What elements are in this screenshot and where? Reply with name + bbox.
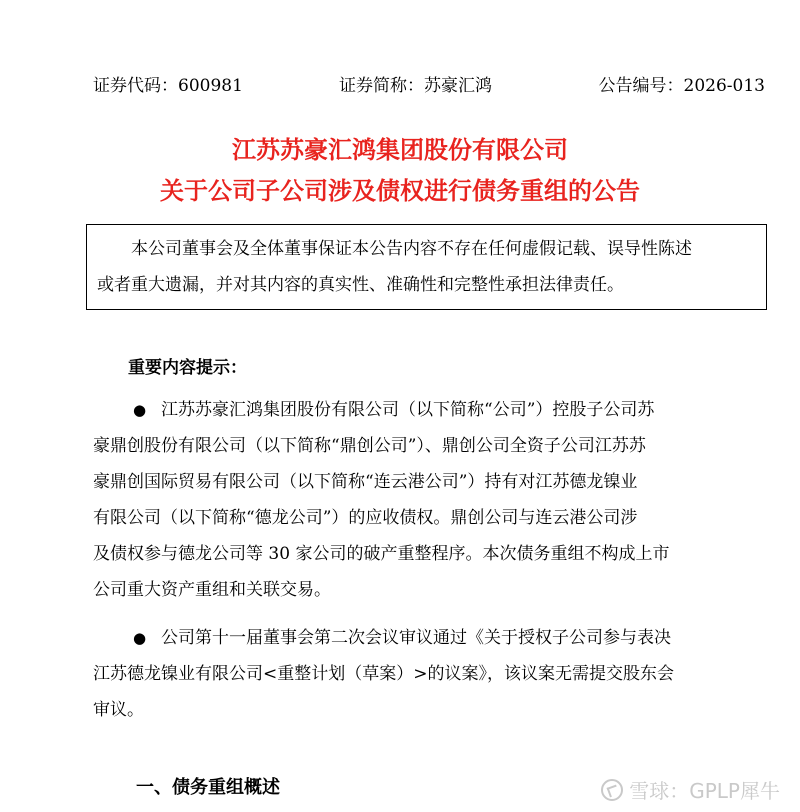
company-title: 江苏苏豪汇鸿集团股份有限公司 bbox=[232, 136, 568, 164]
key-point-1-line-4: 有限公司（以下简称“德龙公司”）的应收债权。鼎创公司与连云港公司涉 bbox=[93, 508, 638, 528]
section-1-heading: 一、债务重组概述 bbox=[136, 777, 280, 798]
bullet-icon: ● bbox=[133, 629, 147, 647]
document-header bbox=[93, 74, 765, 98]
key-point-1-line-6: 公司重大资产重组和关联交易。 bbox=[93, 580, 331, 600]
statement-line-2: 或者重大遗漏，并对其内容的真实性、准确性和完整性承担法律责任。 bbox=[97, 275, 624, 295]
board-statement-box bbox=[86, 224, 767, 310]
announcement-number: 公告编号：2026-013 bbox=[598, 76, 765, 96]
statement-line-1: 本公司董事会及全体董事保证本公告内容不存在任何虚假记载、误导性陈述 bbox=[131, 239, 692, 259]
announcement-title: 关于公司子公司涉及债权进行债务重组的公告 bbox=[160, 177, 640, 205]
key-point-1 bbox=[93, 392, 773, 608]
key-point-1-line-3: 豪鼎创国际贸易有限公司（以下简称“连云港公司”）持有对江苏德龙镍业 bbox=[93, 472, 638, 492]
bullet-icon: ● bbox=[133, 401, 147, 419]
stock-code: 证券代码：600981 bbox=[93, 76, 243, 96]
key-point-2-line-1: 公司第十一届董事会第二次会议审议通过《关于授权子公司参与表决 bbox=[161, 628, 671, 648]
snowball-logo-icon bbox=[601, 779, 623, 801]
key-point-2-line-2: 江苏德龙镍业有限公司<重整计划（草案）>的议案》，该议案无需提交股东会 bbox=[93, 664, 674, 684]
key-points-heading: 重要内容提示： bbox=[128, 358, 247, 378]
watermark bbox=[601, 775, 780, 804]
key-point-2 bbox=[93, 620, 773, 728]
watermark-text: 雪球：GPLP犀牛 bbox=[629, 779, 780, 803]
stock-abbreviation: 证券简称：苏豪汇鸿 bbox=[339, 76, 492, 96]
key-point-1-line-2: 豪鼎创股份有限公司（以下简称“鼎创公司”）、鼎创公司全资子公司江苏苏 bbox=[93, 436, 646, 456]
key-point-2-line-3: 审议。 bbox=[93, 700, 144, 720]
key-point-1-line-5: 及债权参与德龙公司等 30 家公司的破产重整程序。本次债务重组不构成上市 bbox=[93, 544, 670, 564]
key-point-1-line-1: 江苏苏豪汇鸿集团股份有限公司（以下简称“公司”）控股子公司苏 bbox=[161, 400, 655, 420]
